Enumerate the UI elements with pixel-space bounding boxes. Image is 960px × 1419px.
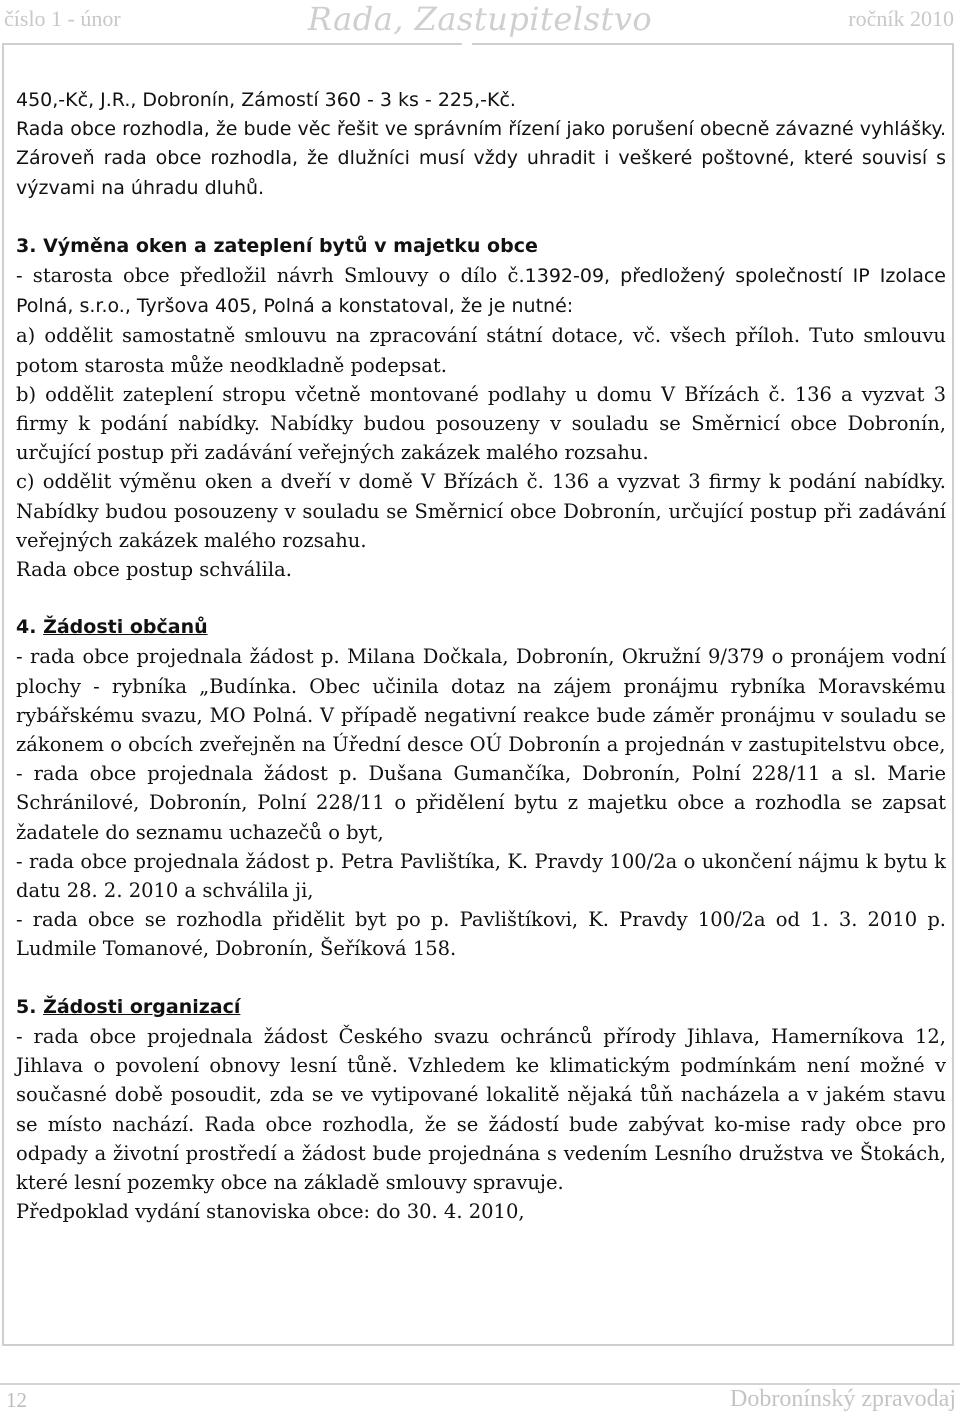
article-body <box>16 86 946 1226</box>
section-3-item-c: c) oddělit výměnu oken a dveří v domě V Břízách č. 136 a vyzvat 3 firmy k podání nabídky. Nabídky budou posouzeny v souladu se Směrnicí obce Dobronín, určující postup při zadávání veřejných zakázek malého rozsahu. <box>16 470 946 552</box>
publication-name: Dobronínský zpravodaj <box>730 1386 956 1412</box>
section-4-heading <box>16 613 946 642</box>
section-4-request-1: - rada obce projednala žádost p. Milana Dočkala, Dobronín, Okružní 9/379 o pronájem vodní plochy - rybníka „Budínka. Obec učinila dotaz na zájem pronájmu rybníka Moravskému rybářskému svazu, MO Polná. V případě negativní reakce bude záměr pronájmu v souladu se zákonem o obcích zveřejněn na Úřední desce OÚ Dobronín a projednán v zastupitelstvu obce, <box>16 645 946 757</box>
section-3-item-a: a) oddělit samostatně smlouvu na zpracování státní dotace, vč. všech příloh. Tuto smlouvu potom starosta může neodkladně podepsat. <box>16 324 946 377</box>
section-3-item-b: b) oddělit zateplení stropu včetně montované podlahy u domu V Břízách č. 136 a vyzvat 3 firmy k podání nabídky. Nabídky budou posouzeny v souladu se Směrnicí obce Dobronín, určující postup při zadávání veřejných zakázek malého rozsahu. <box>16 382 946 465</box>
frame-gap <box>462 40 472 48</box>
section-3-conclusion: Rada obce postup schválila. <box>16 558 292 582</box>
section-3-heading <box>16 232 946 261</box>
section-3-intro <box>16 261 946 321</box>
paragraph-fee: 450,-Kč, J.R., Dobronín, Zámostí 360 - 3 ks - 225,-Kč. <box>16 89 516 111</box>
section-5-deadline: Předpoklad vydání stanoviska obce: do 30. 4. 2010, <box>16 1200 525 1224</box>
section-4-request-2: - rada obce projednala žádost p. Dušana Gumančíka, Dobronín, Polní 228/11 a sl. Marie Schránilové, Dobronín, Polní 228/11 o přidělení bytu z majetku obce a rozhodla se zapsat žadatele do seznamu uchazečů o byt, <box>16 762 946 844</box>
section-5-request: - rada obce projednala žádost Českého svazu ochránců přírody Jihlava, Hamerníkova 12, Jihlava o povolení obnovy lesní tůně. Vzhledem ke klimatickým podmínkám není možné v současné době posoudit, zda se ve vytipované lokalitě nějaká tůň nacházela a v jakém stavu se místo nachází. Rada obce rozhodla, že se žádostí bude zabývat ko-mise rady obce pro odpady a životní prostředí a žádost bude projednána s vedením Lesního družstva ve Štokách, které lesní pozemky obce na základě smlouvy spravuje. <box>16 1024 946 1194</box>
section-5-number: 5. <box>16 995 37 1018</box>
section-4-title: Žádosti občanů <box>43 616 208 639</box>
section-3-intro-b: 1392-09, předložený společností IP Izolace Polná, s.r.o., Tyršova 405, Polná a konstatoval, že je nutné: <box>16 265 946 318</box>
section-3-number: 3. <box>16 234 37 257</box>
section-4-number: 4. <box>16 616 37 639</box>
page-number: 12 <box>6 1388 27 1412</box>
year-label: ročník 2010 <box>848 6 954 31</box>
section-5-heading <box>16 993 946 1022</box>
section-5-title: Žádosti organizací <box>43 995 241 1018</box>
issue-label: číslo 1 - únor <box>4 6 121 31</box>
spacer <box>16 584 946 613</box>
spacer <box>16 964 946 993</box>
section-4-request-4: - rada obce se rozhodla přidělit byt po p. Pavlištíkovi, K. Pravdy 100/2a od 1. 3. 2010 p. Ludmile Tomanové, Dobronín, Šeříková 158. <box>16 908 946 961</box>
section-4-request-3: - rada obce projednala žádost p. Petra Pavlištíka, K. Pravdy 100/2a o ukončení nájmu k bytu k datu 28. 2. 2010 a schválila ji, <box>16 849 946 903</box>
page-header <box>0 0 960 44</box>
section-3-intro-a: - starosta obce předložil návrh Smlouvy o dílo č. <box>16 264 525 288</box>
section-3-title: Výměna oken a zateplení bytů v majetku obce <box>43 234 538 257</box>
section-title: Rada, Zastupitelstvo <box>307 0 653 38</box>
footer-rule <box>0 1383 960 1385</box>
paragraph-decision: Rada obce rozhodla, že bude věc řešit ve správním řízení jako porušení obecně závazné vyhlášky. Zároveň rada obce rozhodla, že dlužníci musí vždy uhradit i veškeré poštovné, které souvisí s výzvami na úhradu dluhů. <box>16 118 946 199</box>
spacer <box>16 203 946 232</box>
